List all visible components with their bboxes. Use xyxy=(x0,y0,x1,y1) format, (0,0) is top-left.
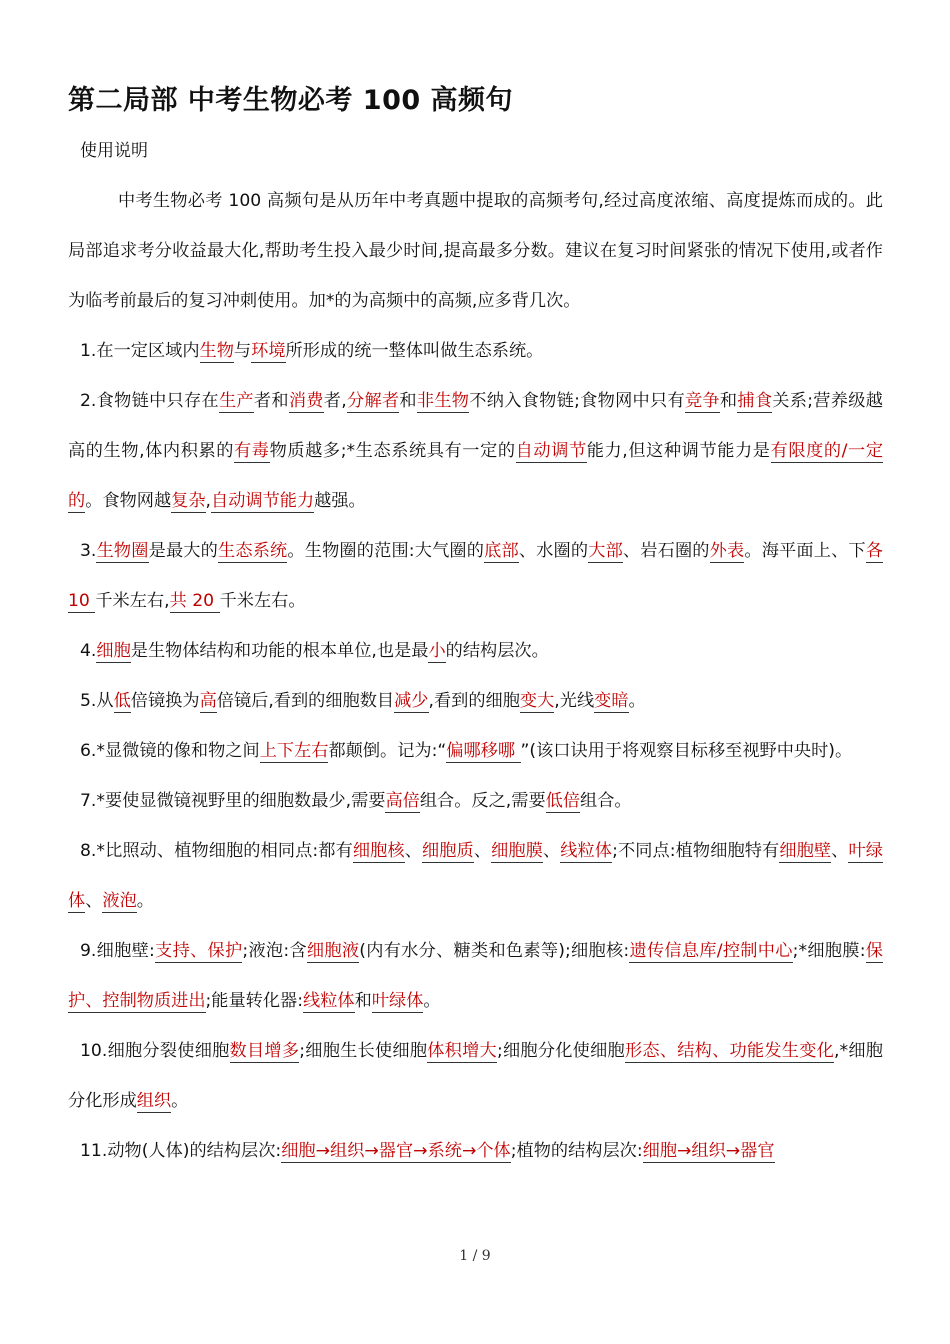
sentence-text: ;不同点:植物细胞特有 xyxy=(612,841,780,861)
sentence-item xyxy=(68,826,883,926)
sentence-text: 8.*比照动、植物细胞的相同点:都有 xyxy=(80,841,353,861)
answer-fill: 组织 xyxy=(136,1091,172,1111)
sentence-text: ,看到的细胞 xyxy=(428,691,520,711)
sentence-text: 、 xyxy=(85,891,103,911)
answer-fill: 支持、保护 xyxy=(154,941,243,961)
sentence-text: 和 xyxy=(399,391,417,411)
answer-fill: 变暗 xyxy=(594,691,629,711)
answer-fill: 共 20 xyxy=(169,591,220,611)
sentence-text: ;液泡:含 xyxy=(242,941,307,961)
answer-fill: 叶绿体 xyxy=(68,841,883,911)
sentence-text: 。食物网越 xyxy=(85,491,172,511)
sentence-item xyxy=(68,326,883,376)
sentence-text: 、 xyxy=(542,841,561,861)
sentence-text: 、水圈的 xyxy=(518,541,589,561)
sentence-text: 、 xyxy=(404,841,422,861)
sentence-text: 所形成的统一整体叫做生态系统。 xyxy=(285,341,544,361)
sentence-text: 都颠倒。记为:“ xyxy=(328,741,447,761)
sentence-text: (内有水分、糖类和色素等);细胞核: xyxy=(359,941,630,961)
sentence-text: 5.从 xyxy=(80,691,114,711)
sentence-text: 1.在一定区域内 xyxy=(80,341,200,361)
sentence-text: ;植物的结构层次: xyxy=(510,1141,643,1161)
answer-fill: 低 xyxy=(113,691,131,711)
sentence-text: 千米左右。 xyxy=(219,591,306,611)
answer-fill: 叶绿体 xyxy=(371,991,424,1011)
sentence-item xyxy=(68,926,883,1026)
sentence-text: 和 xyxy=(719,391,738,411)
sentence-text: 、 xyxy=(473,841,492,861)
answer-fill: 生物圈 xyxy=(96,541,149,561)
answer-fill: 细胞 xyxy=(96,641,131,661)
answer-fill: 生产 xyxy=(218,391,254,411)
answer-fill: 捕食 xyxy=(737,391,773,411)
sentence-text: 是最大的 xyxy=(148,541,218,561)
answer-fill: 有毒 xyxy=(234,441,270,461)
sentence-text: , xyxy=(205,491,212,511)
sentence-text: 千米左右, xyxy=(95,591,170,611)
sentence-text: 。 xyxy=(171,1091,189,1111)
answer-fill: 环境 xyxy=(251,341,286,361)
answer-fill: 大部 xyxy=(588,541,623,561)
sentence-text: 越强。 xyxy=(314,491,366,511)
answer-fill: 生态系统 xyxy=(218,541,288,561)
answer-fill: 保护、控制物质进出 xyxy=(68,941,883,1011)
answer-fill: 形态、结构、功能发生变化 xyxy=(624,1041,835,1061)
sentence-text: ,光线 xyxy=(554,691,595,711)
answer-fill: 变大 xyxy=(519,691,555,711)
sentence-item xyxy=(68,1126,883,1176)
answer-fill: 数目增多 xyxy=(229,1041,300,1061)
sentence-text: 、 xyxy=(831,841,849,861)
answer-fill: 复杂 xyxy=(171,491,206,511)
answer-fill: 细胞核 xyxy=(352,841,405,861)
sentence-text: ;细胞分化使细胞 xyxy=(496,1041,625,1061)
answer-fill: 细胞膜 xyxy=(491,841,543,861)
sentence-item xyxy=(68,676,883,726)
answer-fill: 生物 xyxy=(199,341,234,361)
sentence-list xyxy=(68,326,883,1176)
answer-fill: 高 xyxy=(199,691,217,711)
sentence-item xyxy=(68,726,883,776)
answer-fill: 消费 xyxy=(288,391,324,411)
answer-fill: 上下左右 xyxy=(259,741,329,761)
sentence-text: 。海平面上、下 xyxy=(744,541,866,561)
document-body xyxy=(68,176,883,1176)
answer-fill: 细胞→组织→器官→系统→个体 xyxy=(281,1141,511,1161)
sentence-text: 关系;营养级越高的生物,体内积累的 xyxy=(68,391,883,461)
sentence-item xyxy=(68,776,883,826)
answer-fill: 有限度的/一定的 xyxy=(68,441,884,511)
answer-fill: 细胞壁 xyxy=(779,841,832,861)
sentence-text: 能力,但这种调节能力是 xyxy=(586,441,771,461)
answer-fill: 外表 xyxy=(709,541,745,561)
answer-fill: 线粒体 xyxy=(303,991,355,1011)
sentence-text: 物质越多;*生态系统具有一定的 xyxy=(269,441,516,461)
sentence-text: 10.细胞分裂使细胞 xyxy=(80,1041,230,1061)
answer-fill: 竞争 xyxy=(684,391,720,411)
sentence-text: 倍镜换为 xyxy=(130,691,200,711)
answer-fill: 偏哪移哪 xyxy=(446,741,521,761)
sentence-text: 11.动物(人体)的结构层次: xyxy=(80,1141,282,1161)
sentence-text: 倍镜后,看到的细胞数目 xyxy=(216,691,395,711)
sentence-text: ,*细胞分化形成 xyxy=(68,1041,883,1111)
section-subtitle: 使用说明 xyxy=(80,141,148,161)
sentence-text: 的结构层次。 xyxy=(445,641,549,661)
answer-fill: 液泡 xyxy=(102,891,137,911)
sentence-text: 和 xyxy=(354,991,372,1011)
sentence-text: 是生物体结构和功能的根本单位,也是最 xyxy=(130,641,429,661)
answer-fill: 细胞液 xyxy=(306,941,360,961)
sentence-text: 9.细胞壁: xyxy=(80,941,155,961)
sentence-text: 。 xyxy=(628,691,646,711)
sentence-item xyxy=(68,626,883,676)
sentence-item xyxy=(68,526,883,626)
answer-fill: 线粒体 xyxy=(560,841,613,861)
sentence-item xyxy=(68,1026,883,1126)
answer-fill: 减少 xyxy=(394,691,429,711)
sentence-text: 。 xyxy=(136,891,154,911)
answer-fill: 自动调节 xyxy=(515,441,587,461)
sentence-text: ;能量转化器: xyxy=(205,991,304,1011)
sentence-text: 与 xyxy=(233,341,252,361)
sentence-text: 6.*显微镜的像和物之间 xyxy=(80,741,260,761)
sentence-text: 、岩石圈的 xyxy=(622,541,710,561)
answer-fill: 底部 xyxy=(484,541,519,561)
sentence-text: 。 xyxy=(423,991,441,1011)
sentence-text: 不纳入食物链;食物网中只有 xyxy=(469,391,685,411)
sentence-text: 者, xyxy=(323,391,347,411)
answer-fill: 各 10 xyxy=(68,541,883,611)
page-number: 1 / 9 xyxy=(459,1248,491,1264)
answer-fill: 非生物 xyxy=(416,391,470,411)
page-title: 第二局部 中考生物必考 100 高频句 xyxy=(68,85,514,116)
answer-fill: 低倍 xyxy=(545,791,581,811)
sentence-text: ;细胞生长使细胞 xyxy=(299,1041,428,1061)
sentence-text: ;*细胞膜: xyxy=(792,941,866,961)
answer-fill: 体积增大 xyxy=(427,1041,497,1061)
sentence-text: ”(该口诀用于将观察目标移至视野中央时)。 xyxy=(520,741,853,761)
answer-fill: 细胞→组织→器官 xyxy=(642,1141,775,1161)
answer-fill: 细胞质 xyxy=(421,841,474,861)
answer-fill: 小 xyxy=(428,641,446,661)
sentence-item xyxy=(68,376,883,526)
sentence-text: 。生物圈的范围:大气圈的 xyxy=(287,541,485,561)
sentence-text: 3. xyxy=(80,541,97,561)
intro-paragraph: 中考生物必考 100 高频句是从历年中考真题中提取的高频考句,经过高度浓缩、高度提炼而成的。此局部追求考分收益最大化,帮助考生投入最少时间,提高最多分数。建议在复习时间紧张的情况下使用,或者作为临考前最后的复习冲刺使用。加*的为高频中的高频,应多背几次。 xyxy=(68,191,883,311)
sentence-text: 4. xyxy=(80,641,97,661)
sentence-text: 者和 xyxy=(253,391,289,411)
sentence-text: 组合。 xyxy=(580,791,632,811)
sentence-text: 2.食物链中只存在 xyxy=(80,391,219,411)
sentence-text: 7.*要使显微镜视野里的细胞数最少,需要 xyxy=(80,791,386,811)
sentence-text: 组合。反之,需要 xyxy=(419,791,546,811)
answer-fill: 高倍 xyxy=(385,791,420,811)
answer-fill: 分解者 xyxy=(346,391,400,411)
answer-fill: 自动调节能力 xyxy=(211,491,315,511)
answer-fill: 遗传信息库/控制中心 xyxy=(629,941,793,961)
